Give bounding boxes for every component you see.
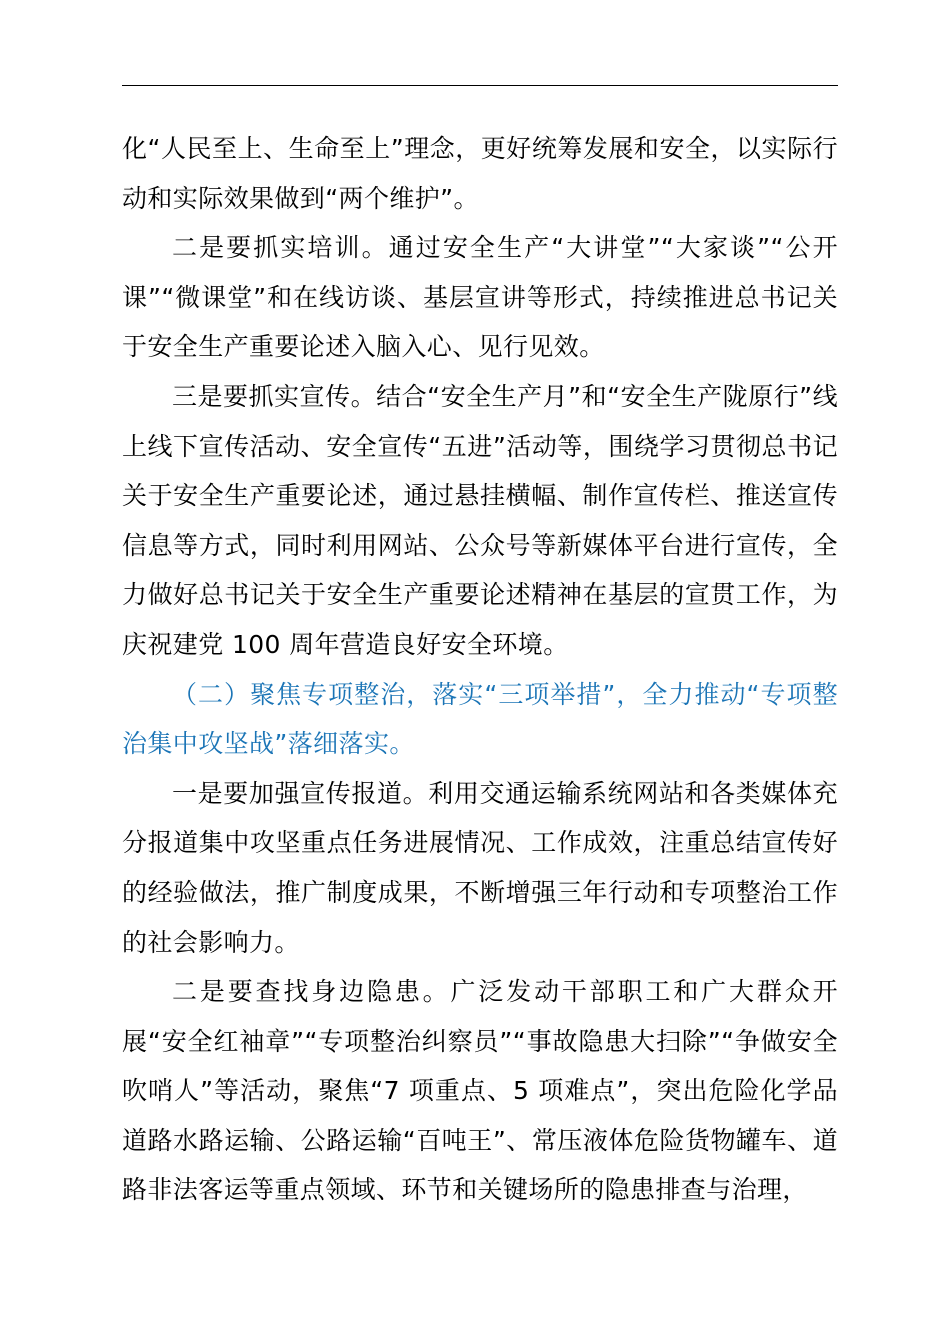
paragraph-continuation: 化“人民至上、生命至上”理念，更好统筹发展和安全，以实际行动和实际效果做到“两个维护”。 [122,134,838,213]
paragraph-publicity: 三是要抓实宣传。结合“安全生产月”和“安全生产陇原行”线上线下宣传活动、安全宣传“五进”活动等，围绕学习贯彻总书记关于安全生产重要论述，通过悬挂横幅、制作宣传栏、推送宣传信息等方式，同时利用网站、公众号等新媒体平台进行宣传，全力做好总书记关于安全生产重要论述精神在基层的宣贯工作，为庆祝建党 100 周年营造良好安全环境。 [122,381,838,659]
document-body [122,124,838,1215]
paragraph-hazards: 二是要查找身边隐患。广泛发动干部职工和广大群众开展“安全红袖章”“专项整治纠察员”“事故隐患大扫除”“争做安全吹哨人”等活动，聚焦“7 项重点、5 项难点”，突出危险化学品道路水路运输、公路运输“百吨王”、常压液体危险货物罐车、道路非法客运等重点领域、环节和关键场所的隐患排查与治理， [122,977,838,1205]
paragraph-training: 二是要抓实培训。通过安全生产“大讲堂”“大家谈”“公开课”“微课堂”和在线访谈、基层宣讲等形式，持续推进总书记关于安全生产重要论述入脑入心、见行见效。 [122,233,838,362]
paragraph-reporting: 一是要加强宣传报道。利用交通运输系统网站和各类媒体充分报道集中攻坚重点任务进展情况、工作成效，注重总结宣传好的经验做法，推广制度成果，不断增强三年行动和专项整治工作的社会影响力。 [122,778,838,957]
section-heading: （二）聚焦专项整治，落实“三项举措”，全力推动“专项整治集中攻坚战”落细落实。 [122,679,838,759]
header-rule [122,85,838,86]
